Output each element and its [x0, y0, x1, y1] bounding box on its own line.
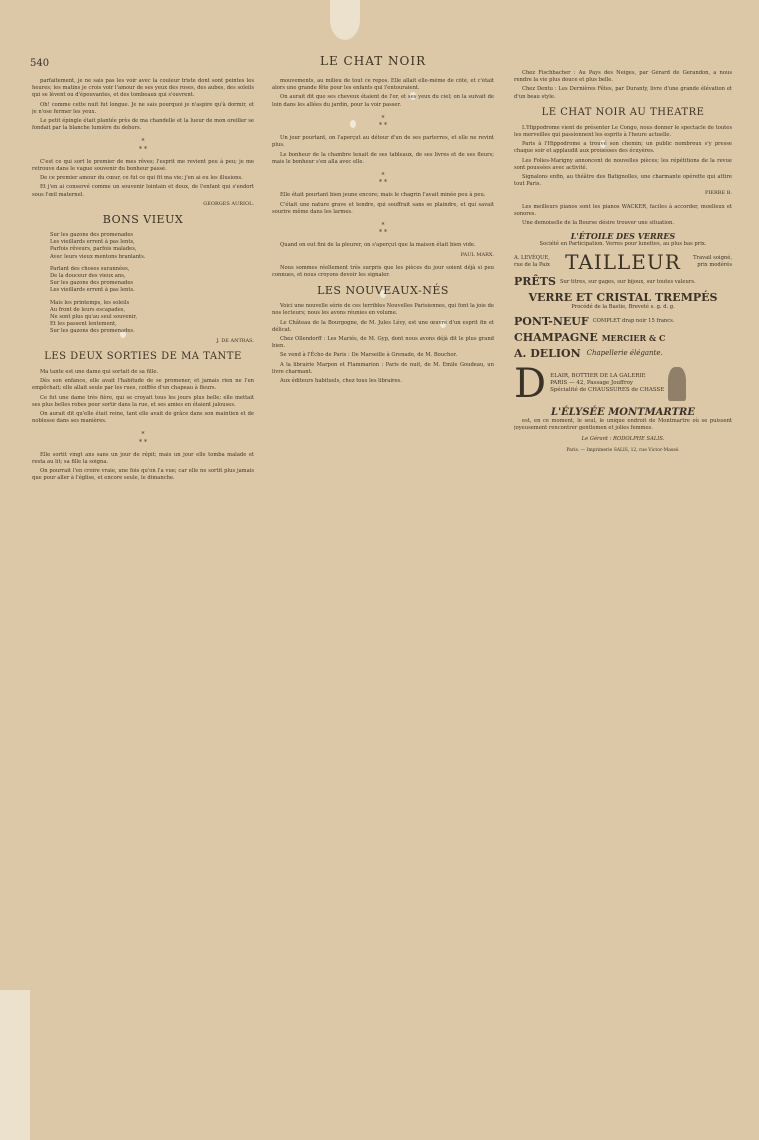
page-number: 540: [30, 58, 50, 69]
verse-line: Ne sont plus qu'au seul souvenir,: [50, 314, 137, 321]
ad-text: Procédé de la Bastie, Breveté s. g. d. g.: [571, 304, 675, 311]
ad-prets: [514, 276, 732, 288]
paragraph: Elle était pourtant bien jeune encore; mais le chagrin l'avait minée peu à peu.: [280, 192, 486, 199]
paragraph: Ce fut une dame très fière, qui se croyait tous les jours plus belle; elle mettait ses plus belles robes pour sortir dans la rue, et ses amies en étaient jalouses.: [32, 394, 254, 408]
ad-delair: [514, 360, 732, 407]
column-2: [272, 78, 494, 1123]
signature: J. DE ANTRAS.: [216, 337, 254, 344]
section-title: LE CHAT NOIR AU THEATRE: [541, 106, 705, 118]
paragraph: Quand on eut fini de la pleurer, on s'aperçut que la maison était bien vide.: [280, 242, 476, 249]
notice: Les meilleurs pianos sont les pianos WACKER, faciles à accorder, moelleux et sonores.: [514, 203, 732, 217]
ad-title: VERRE ET CRISTAL TREMPÉS: [528, 291, 718, 305]
paragraph: Le Château de la Bourgogne, de M. Jules Lévy, est une œuvre d'un esprit fin et délicat.: [272, 319, 494, 333]
paragraph: On pourrait l'en croire vraie, une fois qu'on l'a vue; car elle ne sortit plus jamais que pour aller à l'église, et encore seule, le dimanche.: [32, 468, 254, 482]
paragraph: Nous sommes réellement très surpris que les pièces du jour soient déjà si peu connues, et nous croyons devoir les signaler.: [272, 264, 494, 279]
verse-line: Mais les printemps, les soleils: [50, 299, 130, 306]
paragraph: Chez Dentu : Les Dernières Fêtes, par Duranty, livre d'une grande élévation et d'un beau style.: [514, 86, 732, 100]
verse-line: Sur les gazons des promenades.: [50, 328, 135, 335]
hunter-illustration: [668, 367, 686, 401]
ad-verre: [514, 292, 732, 311]
paragraph: Paris à l'Hippodrome a trouvé son chemin; un public nombreux s'y presse chaque soir et applaudit aux prouesses des écuyères.: [514, 141, 732, 155]
ad-pontneuf: [514, 316, 732, 328]
separator: * * *: [379, 172, 387, 187]
paragraph: Le bonheur de la chambre tenait de ses tableaux, de ses livres et de ses fleurs; mais le bonheur s'en alla avec elle.: [272, 151, 494, 165]
section-title: LES NOUVEAUX-NÉS: [317, 284, 449, 298]
verse-line: Parlant des choses surannées,: [50, 265, 130, 272]
paragraph: C'était une nature grave et tendre, qui souffrait sans se plaindre, et qui savait sourire même dans les larmes.: [272, 201, 494, 215]
ad-delion: [514, 348, 732, 360]
ad-brand: MERCIER & C: [601, 332, 666, 343]
poem: [32, 232, 254, 336]
ad-text: Chapellerie élégante.: [586, 349, 663, 358]
separator: * * *: [379, 222, 387, 237]
verse-line: Les vieillards errent à pas lents,: [50, 239, 135, 246]
verse-line: Et les passent lentement,: [50, 321, 117, 328]
verse-line: Les vieillards errent à pas lents.: [50, 287, 135, 294]
ad-title: PONT-NEUF: [514, 314, 589, 328]
ad-line: Spécialité de CHAUSSURES de CHASSE: [550, 387, 665, 394]
ad-title: CHAMPAGNE: [514, 330, 598, 344]
paragraph: Et j'en ai conservé comme un souvenir lointain et doux, de l'enfant qui s'endort sous l'œil maternel.: [32, 184, 254, 198]
ad-title: TAILLEUR: [565, 250, 681, 275]
separator: * * *: [139, 431, 147, 446]
ad-initial: D: [514, 360, 547, 407]
journal-title: LE CHAT NOIR: [320, 54, 427, 68]
paragraph: Signalons enfin, au théâtre des Batignolles, une charmante opérette qui attire tout Paris.: [514, 174, 732, 188]
ad-title: PRÊTS: [514, 275, 556, 289]
paragraph: Le petit épingle était plantée près de ma chandelle et la lueur de mon oreiller se fondait par la blanche lumière du dehors.: [32, 118, 254, 132]
ad-etoile: [514, 231, 732, 248]
signature: PIERRE B.: [704, 190, 732, 197]
paragraph: De ce premier amour du cœur, ce fut ce qui fit ma vie; j'en ai eu les illusions.: [40, 175, 243, 182]
ad-text: Société en Participation. Verres pour lunettes, au plus bas prix.: [539, 241, 707, 248]
paragraph: A la librairie Marpon et Flammarion : Paris de nuit, de M. Emile Goudeau, un livre charmant.: [272, 361, 494, 375]
paper-tear-left: [0, 990, 30, 1140]
ad-champagne: [514, 332, 732, 344]
paragraph: Elle sortit vingt ans sans un jour de répit; mais un jour elle tomba malade et resta au lit; sa fille la soigna.: [32, 451, 254, 465]
paragraph: Chez Fischbacher : Au Pays des Neiges, par Gérard de Gerandon, a nous rendre la vie plus douce et plus belle.: [514, 70, 732, 84]
ad-text: Travail soigné, prix modérés: [693, 255, 732, 269]
column-1: [32, 78, 254, 1123]
ad-tailleur: [514, 250, 732, 275]
ad-text: COMPLET drap noir 15 francs.: [592, 318, 675, 325]
ad-lines: [550, 373, 664, 394]
signature: PAUL MARX.: [460, 251, 494, 258]
column-3: [514, 70, 732, 1075]
paragraph: Voici une nouvelle série de ces terribles Nouvelles Parisiennes, qui font la joie de nos lecteurs; nous les avons réunies en volume.: [272, 303, 494, 317]
ad-title: L'ÉTOILE DES VERRES: [570, 231, 676, 242]
ad-elysee: [514, 408, 732, 432]
verse-line: Parfois rêveurs, parfois malades,: [50, 246, 137, 253]
story-title: LES DEUX SORTIES DE MA TANTE: [44, 350, 242, 362]
paragraph: On aurait dit qu'elle était reine, tant elle avait de grâce dans son maintien et de noblesse dans ses manières.: [32, 410, 254, 425]
notice: Une demoiselle de la Bourse désire trouver une situation.: [522, 220, 675, 227]
ad-text: A. LEVÉQUE, rue de la Paix: [514, 255, 550, 269]
separator: * * *: [139, 138, 147, 153]
paragraph: Ma tante est une dame qui sortait de sa fille.: [40, 368, 159, 375]
ad-title: L'ÉLYSÉE MONTMARTRE: [551, 406, 695, 418]
gerant-line: Le Gérant : RODOLPHE SALIS.: [581, 436, 665, 443]
paragraph: Aux éditeurs habituels, chez tous les libraires.: [280, 378, 402, 385]
ad-line: PARIS — 42, Passage Jouffroy: [550, 380, 634, 387]
paragraph: Dès son enfance, elle avait l'habitude de se promener, et jamais rien ne l'en empêchait; elle allait seule par les rues, coiffée d'un chapeau à fleurs.: [32, 378, 254, 392]
paragraph: Chez Ollendorff : Les Mariés, de M. Gyp, dont nous avons déjà dit le plus grand bien.: [272, 336, 494, 350]
paragraph: Oh! comme cette nuit fut longue. Je ne sais pourquoi je n'aspire qu'à dormir, et je n'ose fermer les yeux.: [32, 101, 254, 115]
verse-line: Sur les gazons des promenades: [50, 280, 134, 287]
paragraph: Un jour pourtant, on l'aperçut au détour d'un de ses parterres, et elle ne revint plus.: [272, 135, 494, 149]
paragraph: C'est ce qui sort le premier de mes rêves; l'esprit me revient peu à peu; je me retrouve dans le vague souvenir du bonheur passé.: [32, 158, 254, 173]
ad-text: Sur titres, sur gages, sur bijoux, sur toutes valeurs.: [559, 278, 696, 285]
paragraph: Les Folies-Marigny annoncent de nouvelles pièces; les répétitions de la revue sont poussées avec activité.: [514, 157, 732, 171]
imprint-line: Paris. — Imprimerie SALIS, 12, rue Victor-Massé.: [566, 448, 680, 454]
verse-line: Au front de leurs escapades,: [50, 306, 126, 313]
verse-line: Avec leurs vieux mentons branlants.: [50, 253, 146, 260]
paper-tear: [330, 0, 360, 40]
paragraph: mouvements, au milieu de tout ce repos. Elle allait elle-même de côté, et c'était alors une grande fête pour les enfants qui l'entouraient.: [272, 78, 494, 92]
paragraph: L'Hippodrome vient de présenter Le Congo, nous donner le spectacle de toutes les merveilles qui passionnent les esprits à l'heure actuelle.: [514, 124, 732, 139]
signature: GEORGES AURIOL.: [203, 200, 254, 207]
verse-line: Sur les gazons des promenades: [50, 232, 134, 239]
ad-line: ELAIR, BOTTIER DE LA GALERIE: [550, 373, 646, 380]
ad-title: A. DELION: [514, 346, 581, 360]
ad-text: est, en ce moment, le seul, le unique endroit de Montmartre où se puissent joyeusement rencontrer gentlemen et jolies femmes.: [514, 417, 732, 431]
separator: * * *: [379, 114, 387, 130]
poem-title: BONS VIEUX: [102, 213, 184, 227]
paragraph: parfaitement, je ne sais pas les voir avec la couleur triste dont sont peintes les heures; les matins je crois voir l'amour de ses yeux des roses, des aubes, des soleils qui se lèvent ou d'épouvantes, et des tombeaux qui s'ouvrent.: [32, 78, 254, 99]
verse-line: De la douceur des vieux ans,: [50, 273, 126, 280]
paragraph: On aurait dit que ses cheveux étaient de l'or, et ses yeux du ciel; on la suivait de loin dans les allées du jardin, pour la voir passer.: [272, 94, 494, 108]
paragraph: Se vend à l'Écho de Paris : De Marseille à Grenade, de M. Bouchor.: [280, 352, 458, 359]
